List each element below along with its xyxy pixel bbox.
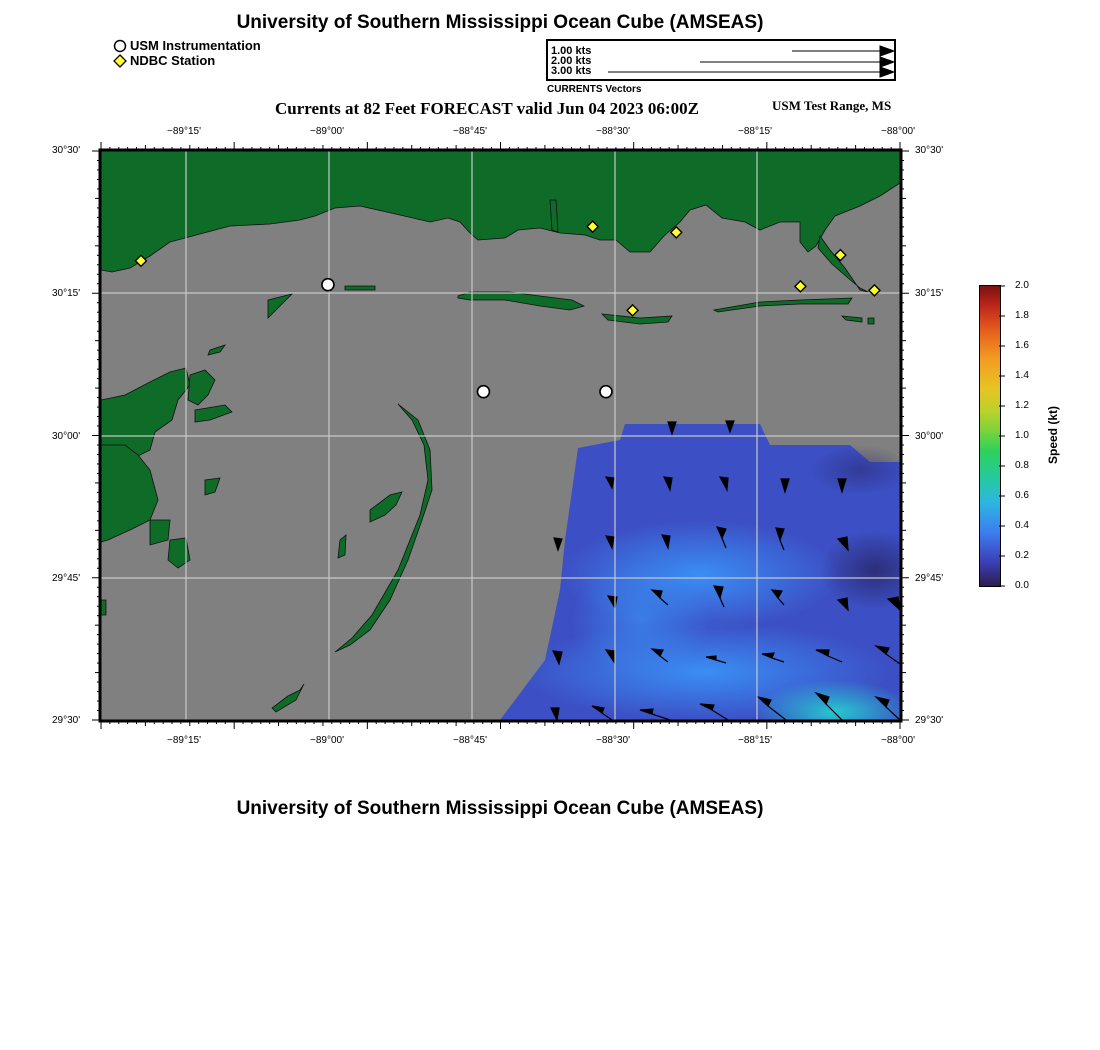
lat-tick-left: 30°30' xyxy=(52,145,81,156)
lat-tick-right: 29°45' xyxy=(915,573,944,584)
lon-tick-top: −89°15' xyxy=(167,126,201,137)
lat-tick-right: 30°00' xyxy=(915,431,944,442)
lon-tick-bottom: −88°30' xyxy=(596,735,630,746)
lat-tick-left: 29°30' xyxy=(52,715,81,726)
colorbar-tick-label: 0.4 xyxy=(1015,520,1029,531)
colorbar-tick-label: 0.2 xyxy=(1015,550,1029,561)
usm-instrument-marker xyxy=(322,279,334,291)
lon-tick-top: −88°45' xyxy=(453,126,487,137)
lon-tick-top: −88°15' xyxy=(738,126,772,137)
usm-instrument-marker xyxy=(477,386,489,398)
map-title: University of Southern Mississippi Ocean Cube (AMSEAS) xyxy=(236,12,764,33)
lat-tick-right: 29°30' xyxy=(915,715,944,726)
lon-tick-top: −88°00' xyxy=(881,126,915,137)
lon-tick-bottom: −88°00' xyxy=(881,735,915,746)
colorbar-tick-label: 0.8 xyxy=(1015,460,1029,471)
colorbar-tick-label: 1.8 xyxy=(1015,310,1029,321)
colorbar-tick-label: 1.0 xyxy=(1015,430,1029,441)
lon-tick-bottom: −89°00' xyxy=(310,735,344,746)
vector-key-label-1: 1.00 kts xyxy=(551,45,592,57)
colorbar-tick-label: 0.6 xyxy=(1015,490,1029,501)
vector-key-label-2: 2.00 kts xyxy=(551,55,592,67)
lon-tick-top: −88°30' xyxy=(596,126,630,137)
lat-tick-right: 30°30' xyxy=(915,145,944,156)
colorbar-ticks xyxy=(999,280,1011,592)
vector-key-label-3: 3.00 kts xyxy=(551,65,592,77)
legend-usm-label: USM Instrumentation xyxy=(130,38,261,53)
usm-instrument-marker xyxy=(600,386,612,398)
range-label: USM Test Range, MS xyxy=(772,98,892,113)
lat-tick-right: 30°15' xyxy=(915,288,944,299)
vector-key-caption: CURRENTS Vectors xyxy=(547,84,642,95)
map-subtitle: Currents at 82 Feet FORECAST valid Jun 04 2023 06:00Z xyxy=(275,99,699,118)
colorbar-tick-label: 1.2 xyxy=(1015,400,1029,411)
speed-colorbar xyxy=(979,285,1001,587)
lon-tick-bottom: −89°15' xyxy=(167,735,201,746)
legend-ndbc-label: NDBC Station xyxy=(130,53,216,68)
lon-tick-bottom: −88°45' xyxy=(453,735,487,746)
colorbar-tick-label: 2.0 xyxy=(1015,280,1029,291)
colorbar-tick-label: 1.4 xyxy=(1015,370,1029,381)
lat-tick-left: 30°00' xyxy=(52,431,81,442)
map-title-bottom: University of Southern Mississippi Ocean Cube (AMSEAS) xyxy=(236,798,764,819)
lat-tick-left: 30°15' xyxy=(52,288,81,299)
lon-tick-top: −89°00' xyxy=(310,126,344,137)
colorbar-axis-label: Speed (kt) xyxy=(1046,406,1060,465)
colorbar-tick-label: 0.0 xyxy=(1015,580,1029,591)
lon-tick-bottom: −88°15' xyxy=(738,735,772,746)
lat-tick-left: 29°45' xyxy=(52,573,81,584)
colorbar-tick-label: 1.6 xyxy=(1015,340,1029,351)
